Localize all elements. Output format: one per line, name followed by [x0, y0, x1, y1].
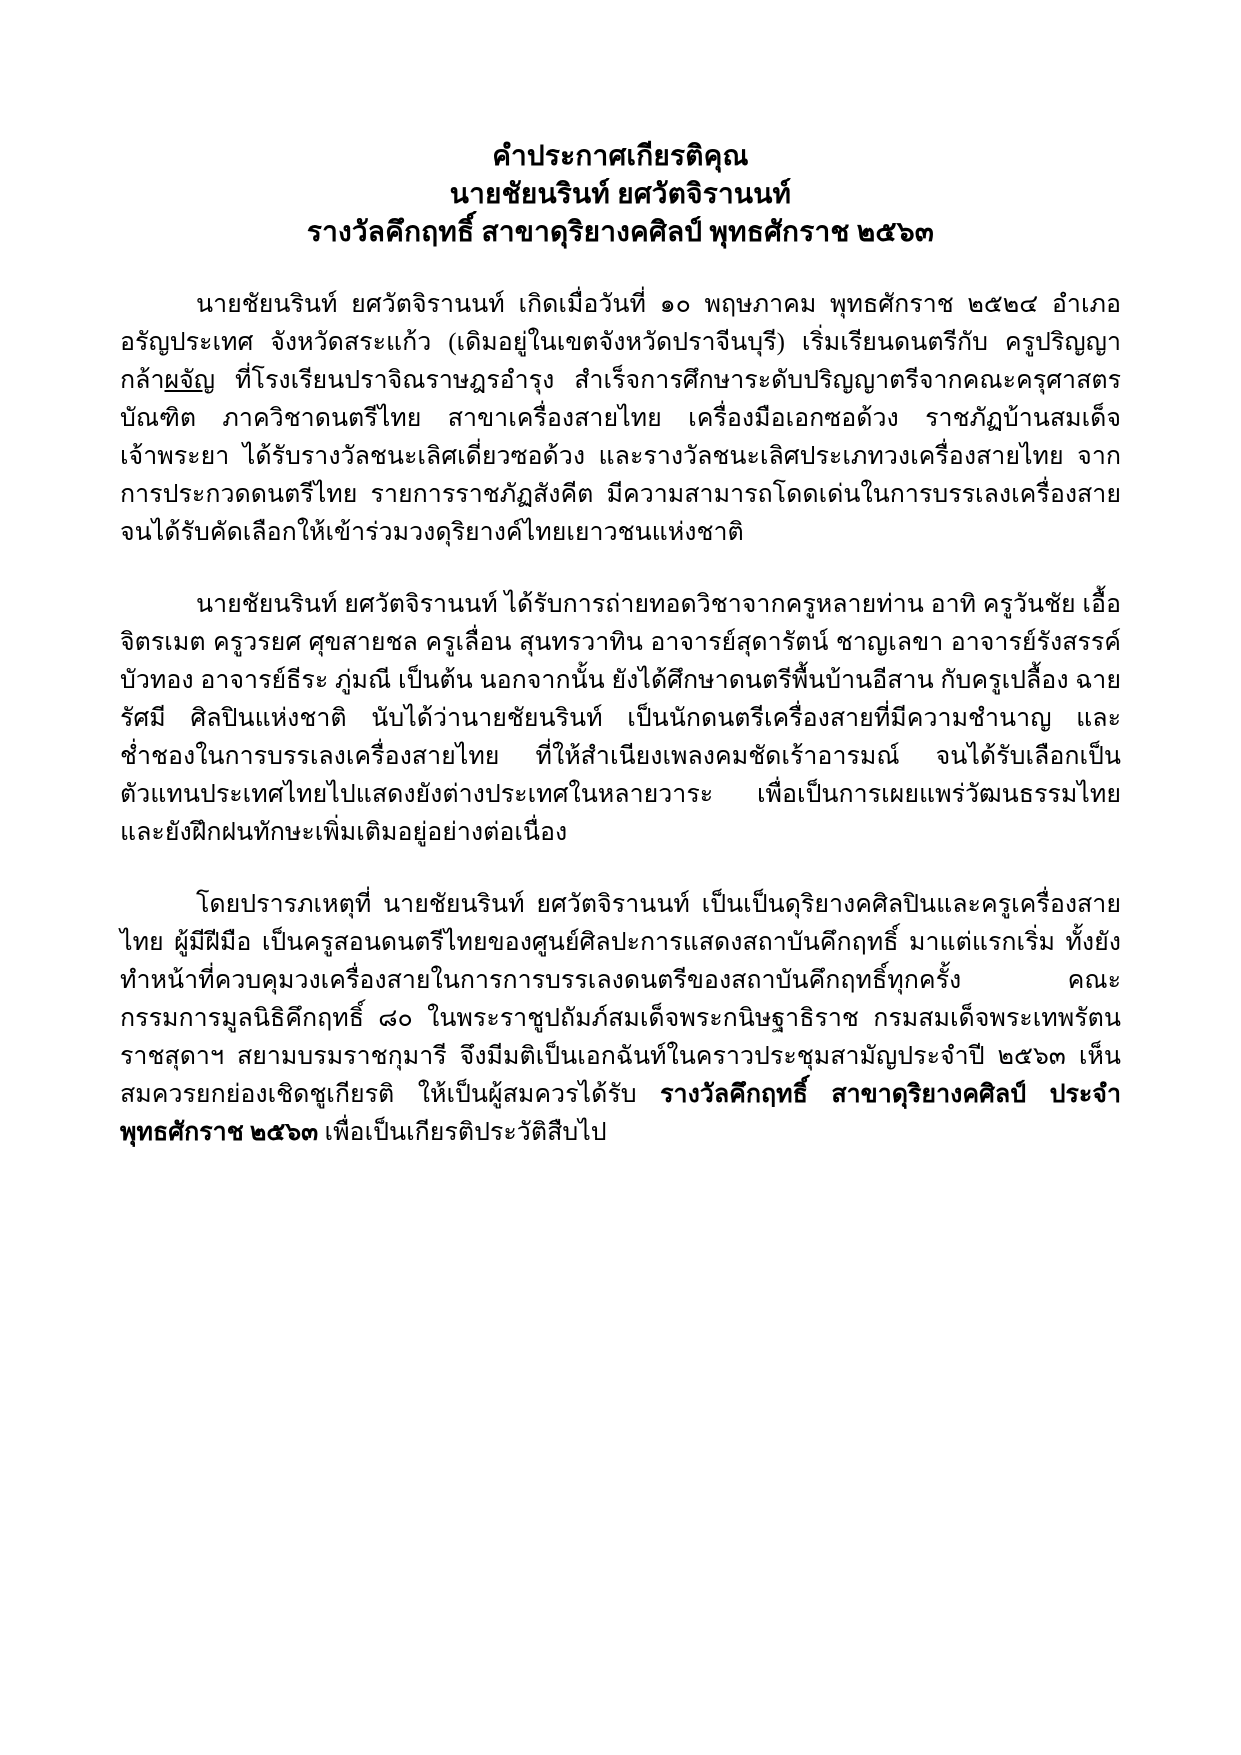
award-title: รางวัลคึกฤทธิ์ สาขาดุริยางคศิลป์ พุทธศักราช ๒๕๖๓: [306, 217, 935, 248]
text-run: เพื่อเป็นเกียรติประวัติสืบไป: [318, 1119, 607, 1146]
text-run: ผจัญ: [164, 367, 216, 394]
text-run: นายชัยนรินท์ ยศวัตจิรานนท์ เกิดเมื่อวันที่ ๑๐ พฤษภาคม พุทธศักราช ๒๕๒๔ อำเภออรัญประเทศ จังหวัดสระแก้ว (เดิมอยู่ในเขตจังหวัดปราจีนบุรี) เริ่มเรียนดนตรีกับ ครูปริญญา กล้า: [120, 291, 1121, 394]
document-title-block: [120, 138, 1121, 252]
honoree-name: นายชัยนรินท์ ยศวัตจิรานนท์: [449, 179, 792, 210]
text-run: ที่โรงเรียนปราจิณราษฎรอำรุง สำเร็จการศึกษาระดับปริญญาตรีจากคณะครุศาสตรบัณฑิต ภาควิชาดนตรีไทย สาขาเครื่องสายไทย เครื่องมือเอกซอด้วง ราชภัฏบ้านสมเด็จเจ้าพระยา ได้รับรางวัลชนะเลิศเดี่ยวซอด้วง และรางวัลชนะเลิศประเภทวงเครื่องสายไทย จากการประกวดดนตรีไทย รายการราชภัฏสังคีต มีความสามารถโดดเด่นในการบรรเลงเครื่องสาย จนได้รับคัดเลือกให้เข้าร่วมวงดุริยางค์ไทยเยาวชนแห่งชาติ: [120, 367, 1121, 546]
paragraph-biography: [120, 286, 1121, 552]
paragraph-teachers: [120, 586, 1121, 852]
text-run: รางวัลคึกฤทธิ์ สาขาดุริยางคศิลป์ ประจำพุทธศักราช ๒๕๖๓: [120, 1081, 1121, 1146]
document-title: คำประกาศเกียรติคุณ: [492, 141, 749, 172]
text-run: นายชัยนรินท์ ยศวัตจิรานนท์ ได้รับการถ่ายทอดวิชาจากครูหลายท่าน อาทิ ครูวันชัย เอื้อจิตรเมต ครูวรยศ ศุขสายชล ครูเลื่อน สุนทรวาทิน อาจารย์สุดารัตน์ ชาญเลขา อาจารย์รังสรรค์ บัวทอง อาจารย์ธีระ ภู่มณี เป็นต้น นอกจากนั้น ยังได้ศึกษาดนตรีพื้นบ้านอีสาน กับครูเปลื้อง ฉายรัศมี ศิลปินแห่งชาติ นับได้ว่านายชัยนรินท์ เป็นนักดนตรีเครื่องสายที่มีความชำนาญ และช่ำชองในการบรรเลงเครื่องสายไทย ที่ให้สำเนียงเพลงคมชัดเร้าอารมณ์ จนได้รับเลือกเป็นตัวแทนประเทศไทยไปแสดงยังต่างประเทศในหลายวาระ เพื่อเป็นการเผยแพร่วัฒนธรรมไทย และยังฝึกฝนทักษะเพิ่มเติมอยู่อย่างต่อเนื่อง: [120, 591, 1121, 846]
text-run: โดยปรารภเหตุที่ นายชัยนรินท์ ยศวัตจิรานนท์ เป็นเป็นดุริยางคศิลปินและครูเครื่องสายไทย ผู้มีฝีมือ เป็นครูสอนดนตรีไทยของศูนย์ศิลปะการแสดงสถาบันคึกฤทธิ์ มาแต่แรกเริ่ม ทั้งยังทำหน้าที่ควบคุมวงเครื่องสายในการการบรรเลงดนตรีของสถาบันคึกฤทธิ์ทุกครั้ง คณะกรรมการมูลนิธิคึกฤทธิ์ ๘๐ ในพระราชูปถัมภ์สมเด็จพระกนิษฐาธิราช กรมสมเด็จพระเทพรัตนราชสุดาฯ สยามบรมราชกุมารี จึงมีมติเป็นเอกฉันท์ในคราวประชุมสามัญประจำปี ๒๕๖๓ เห็นสมควรยกย่องเชิดชูเกียรติ ให้เป็นผู้สมควรได้รับ: [120, 891, 1121, 1108]
paragraph-award-resolution: [120, 886, 1121, 1152]
